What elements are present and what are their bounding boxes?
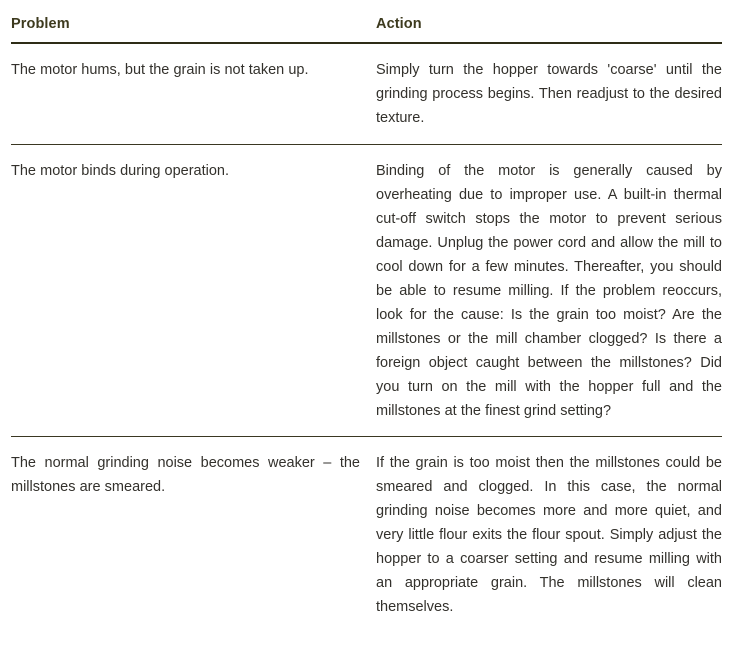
column-header-problem: Problem	[11, 16, 70, 32]
troubleshooting-table	[11, 0, 722, 633]
table-row	[11, 44, 722, 144]
cell-action: Binding of the motor is generally caused by overheating due to improper use. A built-in thermal cut-off switch stops the motor to prevent serious damage. Unplug the power cord and allow the mill to cool down for a few minutes. Thereafter, you should be able to resume milling. If the problem reoccurs, look for the cause: Is the grain too moist? Are the millstones or the mill chamber clogged? Is there a foreign object caught between the millstones? Did you turn on the mill with the hopper full and the millstones at the finest grind setting?	[376, 163, 722, 419]
column-header-action: Action	[376, 16, 422, 32]
cell-action: Simply turn the hopper towards 'coarse' until the grinding process begins. Then readjust to the desired texture.	[376, 62, 722, 126]
cell-problem: The motor hums, but the grain is not taken up.	[11, 62, 309, 78]
cell-problem: The normal grinding noise becomes weaker – the millstones are smeared.	[11, 455, 360, 495]
table-header-row	[11, 0, 722, 42]
cell-action: If the grain is too moist then the millstones could be smeared and clogged. In this case, the normal grinding noise becomes more and more quiet, and very little flour exits the flour spout. Simply adjust the hopper to a coarser setting and resume milling with an appropriate grain. The millstones will clean themselves.	[376, 455, 722, 615]
cell-problem: The motor binds during operation.	[11, 163, 230, 179]
table-row	[11, 145, 722, 436]
table-row	[11, 437, 722, 633]
